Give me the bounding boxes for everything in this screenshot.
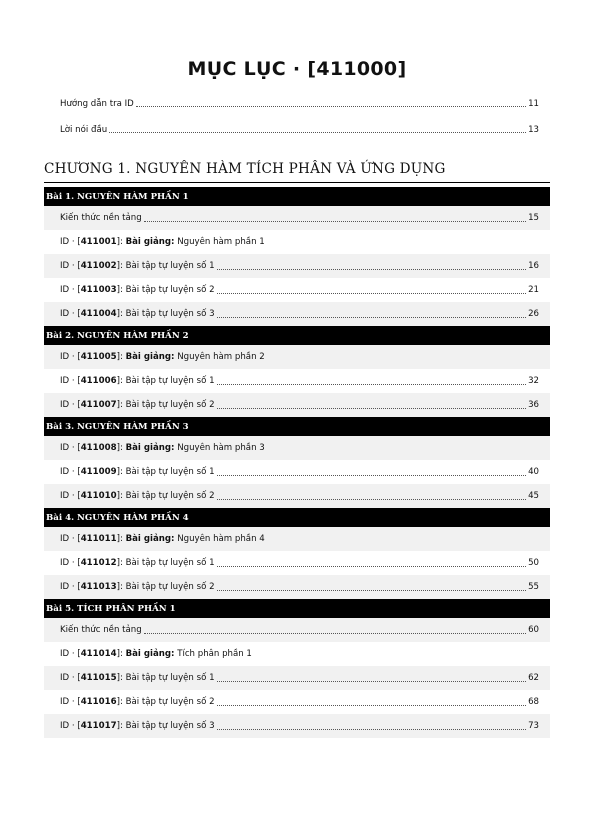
leader-dots (217, 408, 527, 409)
toc-entry-page: 13 (528, 125, 539, 135)
leader-dots (217, 590, 527, 591)
toc-entry-page: 36 (528, 400, 539, 410)
toc-entry-page: 40 (528, 467, 539, 477)
leader-dots (217, 681, 527, 682)
id-prefix: ID · [ (60, 285, 81, 295)
entry-text: Kiến thức nền tảng (60, 625, 142, 635)
toc-entry-page: 60 (528, 625, 539, 635)
toc-entry-page: 62 (528, 673, 539, 683)
toc-entry-page: 45 (528, 491, 539, 501)
entry-text: Bài tập tự luyện số 1 (125, 376, 215, 386)
toc-entry[interactable] (44, 345, 550, 369)
toc-entry[interactable] (44, 302, 550, 326)
id-prefix: ID · [ (60, 491, 81, 501)
entry-text: Bài tập tự luyện số 3 (125, 721, 215, 731)
toc-entry[interactable] (44, 618, 550, 642)
entry-text: Bài tập tự luyện số 2 (125, 697, 215, 707)
id-prefix: ID · [ (60, 534, 81, 544)
id-suffix: ]: (116, 309, 126, 319)
id-prefix: ID · [ (60, 352, 81, 362)
lecture-tag: Bài giảng: (125, 237, 175, 247)
entry-id: 411004 (80, 309, 117, 319)
toc-entry-label (60, 582, 215, 592)
leader-dots (217, 384, 527, 385)
toc-entry-page: 68 (528, 697, 539, 707)
entry-id: 411003 (80, 285, 117, 295)
entry-text: Bài tập tự luyện số 1 (125, 467, 215, 477)
entry-text: Nguyên hàm phần 4 (174, 534, 265, 544)
toc-entry-label: Lời nói đầu (60, 125, 108, 135)
toc-entry[interactable] (44, 278, 550, 302)
toc-entry-label (60, 352, 265, 362)
toc-entry-page: 32 (528, 376, 539, 386)
entry-text: Bài tập tự luyện số 2 (125, 400, 215, 410)
toc-entry-guide[interactable] (60, 92, 539, 110)
id-suffix: ]: (116, 649, 126, 659)
id-suffix: ]: (116, 721, 126, 731)
toc-entry-page: 16 (528, 261, 539, 271)
toc-entry[interactable] (44, 714, 550, 738)
toc-entry-page: 55 (528, 582, 539, 592)
leader-dots (136, 106, 526, 107)
id-prefix: ID · [ (60, 558, 81, 568)
entry-text: Bài tập tự luyện số 2 (125, 491, 215, 501)
leader-dots (217, 269, 527, 270)
toc-entry-page: 21 (528, 285, 539, 295)
id-suffix: ]: (116, 285, 126, 295)
id-suffix: ]: (116, 400, 126, 410)
entry-id: 411010 (80, 491, 117, 501)
toc-entry-label (60, 534, 265, 544)
toc-entry-label (60, 376, 215, 386)
entry-text: Bài tập tự luyện số 2 (125, 582, 215, 592)
toc-entry-label (60, 213, 142, 223)
entry-id: 411005 (80, 352, 117, 362)
toc-entry-label (60, 625, 142, 635)
leader-dots (144, 221, 526, 222)
toc-entry[interactable] (44, 484, 550, 508)
toc-entry-label (60, 285, 215, 295)
id-suffix: ]: (116, 352, 126, 362)
entry-id: 411014 (80, 649, 117, 659)
leader-dots (217, 566, 527, 567)
toc-entry[interactable] (44, 690, 550, 714)
leader-dots (144, 633, 526, 634)
chapter-heading: CHƯƠNG 1. NGUYÊN HÀM TÍCH PHÂN VÀ ỨNG DỤNG (44, 159, 550, 183)
id-prefix: ID · [ (60, 400, 81, 410)
id-prefix: ID · [ (60, 237, 81, 247)
section-header: Bài 2. NGUYÊN HÀM PHẦN 2 (44, 326, 550, 345)
page-title: MỤC LỤC · [411000] (187, 58, 407, 80)
leader-dots (109, 132, 526, 133)
entry-id: 411007 (80, 400, 117, 410)
entry-text: Bài tập tự luyện số 1 (125, 558, 215, 568)
toc-entry-label (60, 443, 265, 453)
entry-id: 411015 (80, 673, 117, 683)
lecture-tag: Bài giảng: (125, 534, 175, 544)
entry-id: 411008 (80, 443, 117, 453)
toc-entry-label: Hướng dẫn tra ID (60, 99, 134, 109)
toc-entry[interactable] (44, 369, 550, 393)
toc-entry[interactable] (44, 254, 550, 278)
section-header: Bài 3. NGUYÊN HÀM PHẦN 3 (44, 417, 550, 436)
toc-entry-label (60, 721, 215, 731)
toc-entry-page: 50 (528, 558, 539, 568)
entry-text: Nguyên hàm phần 3 (174, 443, 265, 453)
section-header: Bài 1. NGUYÊN HÀM PHẦN 1 (44, 187, 550, 206)
toc-entry-label (60, 309, 215, 319)
entry-text: Tích phân phần 1 (174, 649, 252, 659)
entry-id: 411012 (80, 558, 117, 568)
entry-id: 411016 (80, 697, 117, 707)
id-prefix: ID · [ (60, 467, 81, 477)
toc-entry-label (60, 649, 252, 659)
id-prefix: ID · [ (60, 309, 81, 319)
entry-text: Bài tập tự luyện số 3 (125, 309, 215, 319)
leader-dots (217, 705, 527, 706)
toc-entry[interactable] (44, 575, 550, 599)
toc-entry-page: 73 (528, 721, 539, 731)
entry-text: Bài tập tự luyện số 2 (125, 285, 215, 295)
id-prefix: ID · [ (60, 721, 81, 731)
toc-entry[interactable] (44, 527, 550, 551)
id-prefix: ID · [ (60, 697, 81, 707)
toc-entry[interactable] (44, 206, 550, 230)
toc-entry-label (60, 400, 215, 410)
id-suffix: ]: (116, 491, 126, 501)
toc-entry-page: 26 (528, 309, 539, 319)
id-suffix: ]: (116, 376, 126, 386)
id-prefix: ID · [ (60, 582, 81, 592)
toc-entry[interactable] (44, 666, 550, 690)
entry-text: Bài tập tự luyện số 1 (125, 261, 215, 271)
toc-entry-label (60, 261, 215, 271)
entry-id: 411001 (80, 237, 117, 247)
lecture-tag: Bài giảng: (125, 352, 175, 362)
toc-entry[interactable] (44, 551, 550, 575)
toc-entry-foreword[interactable] (60, 118, 539, 136)
entry-id: 411009 (80, 467, 117, 477)
id-suffix: ]: (116, 534, 126, 544)
entry-text: Nguyên hàm phần 2 (174, 352, 265, 362)
id-suffix: ]: (116, 697, 126, 707)
leader-dots (217, 293, 527, 294)
id-suffix: ]: (116, 558, 126, 568)
toc-entry[interactable] (44, 436, 550, 460)
id-suffix: ]: (116, 673, 126, 683)
id-suffix: ]: (116, 237, 126, 247)
toc-entry[interactable] (44, 393, 550, 417)
entry-text: Nguyên hàm phần 1 (174, 237, 265, 247)
lecture-tag: Bài giảng: (125, 443, 175, 453)
id-prefix: ID · [ (60, 376, 81, 386)
section-header: Bài 5. TÍCH PHÂN PHẦN 1 (44, 599, 550, 618)
section-header: Bài 4. NGUYÊN HÀM PHẦN 4 (44, 508, 550, 527)
toc-entry-label (60, 491, 215, 501)
id-prefix: ID · [ (60, 261, 81, 271)
leader-dots (217, 499, 527, 500)
entry-id: 411013 (80, 582, 117, 592)
id-suffix: ]: (116, 582, 126, 592)
toc-entry[interactable] (44, 460, 550, 484)
toc-entry-page: 15 (528, 213, 539, 223)
leader-dots (217, 475, 527, 476)
id-suffix: ]: (116, 443, 126, 453)
toc-entry-label (60, 558, 215, 568)
entry-text: Kiến thức nền tảng (60, 213, 142, 223)
leader-dots (217, 317, 527, 318)
entry-id: 411002 (80, 261, 117, 271)
id-prefix: ID · [ (60, 673, 81, 683)
id-prefix: ID · [ (60, 443, 81, 453)
toc-entry-label (60, 467, 215, 477)
entry-text: Bài tập tự luyện số 1 (125, 673, 215, 683)
id-suffix: ]: (116, 261, 126, 271)
id-prefix: ID · [ (60, 649, 81, 659)
toc-list (44, 187, 550, 738)
entry-id: 411011 (80, 534, 117, 544)
toc-entry-page: 11 (528, 99, 539, 109)
toc-entry[interactable] (44, 230, 550, 254)
toc-entry[interactable] (44, 642, 550, 666)
entry-id: 411006 (80, 376, 117, 386)
id-suffix: ]: (116, 467, 126, 477)
lecture-tag: Bài giảng: (125, 649, 175, 659)
toc-entry-label (60, 697, 215, 707)
entry-id: 411017 (80, 721, 117, 731)
toc-entry-label (60, 237, 265, 247)
leader-dots (217, 729, 527, 730)
toc-entry-label (60, 673, 215, 683)
